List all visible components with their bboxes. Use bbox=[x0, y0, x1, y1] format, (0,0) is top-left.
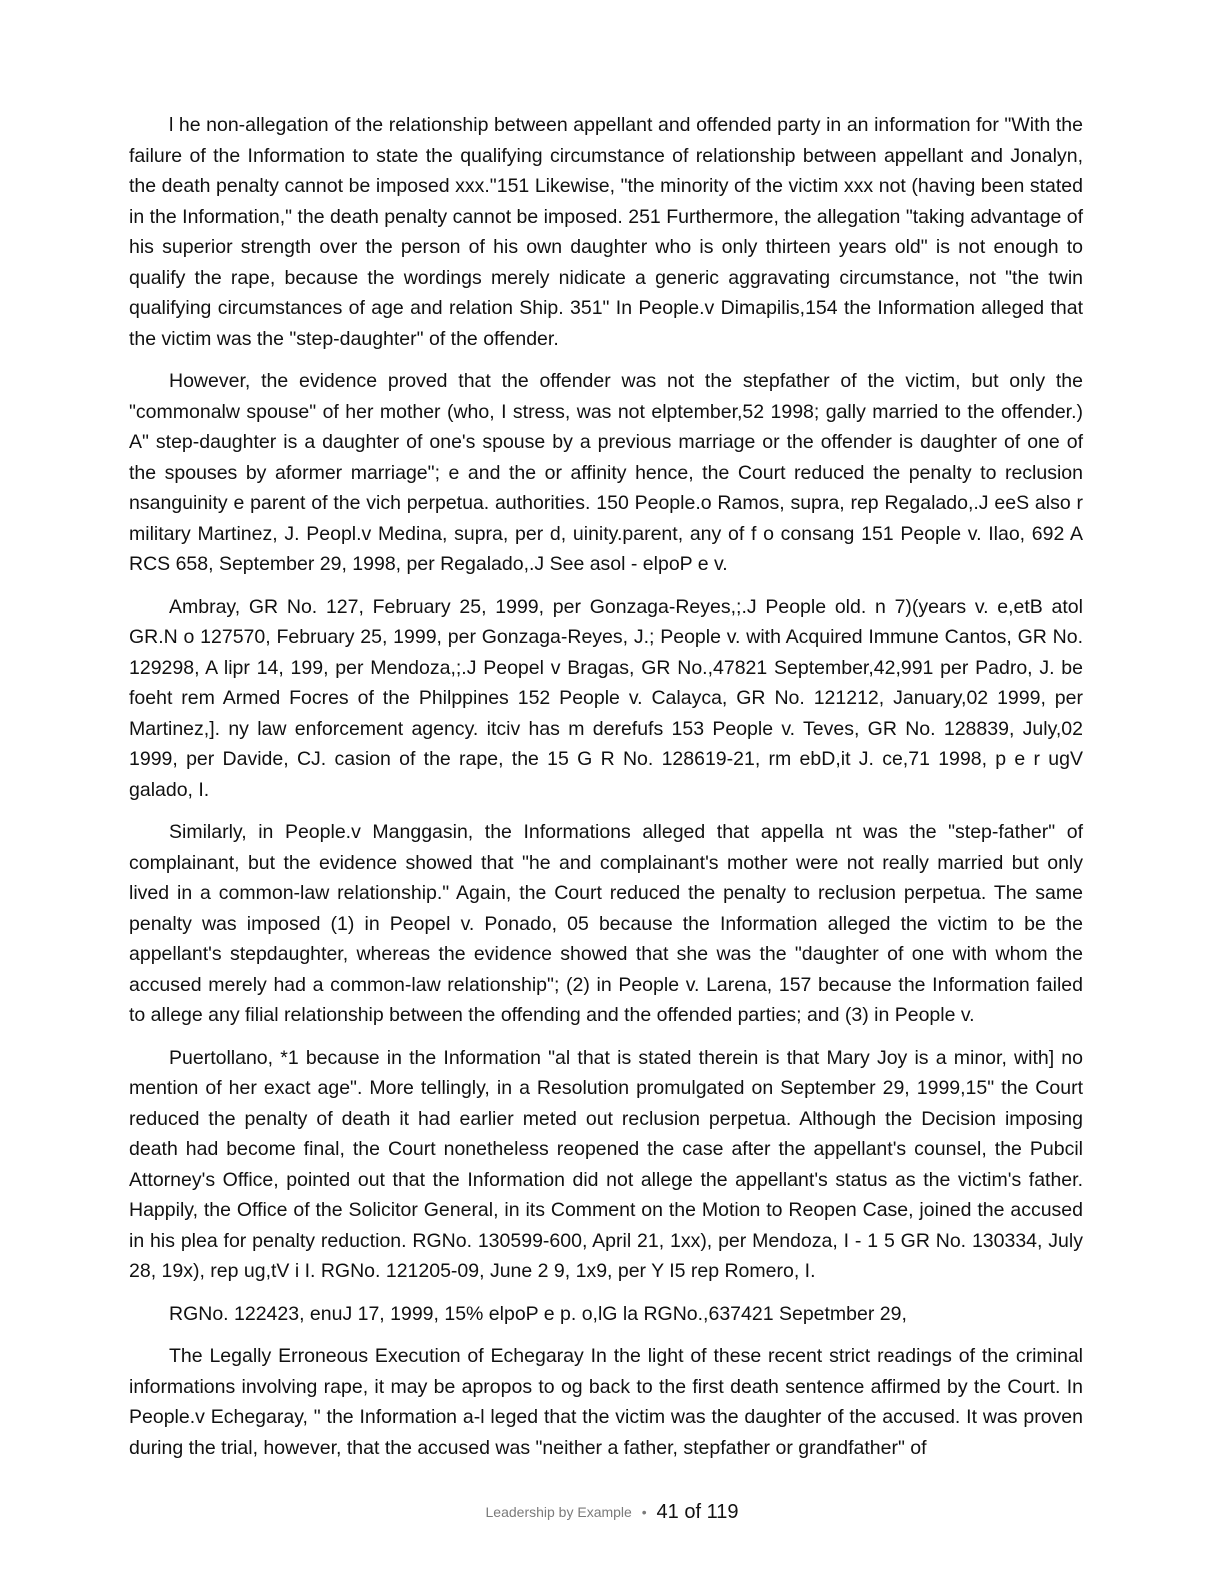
paragraph-7: The Legally Erroneous Execution of Echegaray In the light of these recent strict readings of the criminal informations involving rape, it may be apropos to og back to the first death sentence affirmed by the Court. In People.v Echegaray, " the Information a-l leged that the victim was the daughter of the accused. It was proven during the trial, however, that the accused was "neither a father, stepfather or grandfather" of bbox=[129, 1345, 1083, 1459]
page-total: 119 bbox=[706, 1501, 739, 1523]
paragraph-5: Puertollano, *1 because in the Information "al that is stated therein is that Mary Joy is a minor, with] no mention of her exact age". More tellingly, in a Resolution promulgated on September 29, 1999,15" the Court reduced the penalty of death it had earlier meted out reclusion perpetua. Although the Decision imposing death had become final, the Court nonetheless reopened the case after the appellant's counsel, the Pubcil Attorney's Office, pointed out that the Information did not allege the appellant's status as the victim's father. Happily, the Office of the Solicitor General, in its Comment on the Motion to Reopen Case, joined the accused in his plea for penalty reduction. RGNo. 130599-600, April 21, 1xx), per Mendoza, I - 1 5 GR No. 130334, July 28, 19x), rep ug,tV i I. RGNo. 121205-09, June 2 9, 1x9, per Y I5 rep Romero, I. bbox=[129, 1046, 1083, 1282]
page-of: of bbox=[684, 1501, 702, 1523]
page-current: 41 bbox=[656, 1501, 679, 1523]
page-footer bbox=[0, 1500, 1224, 1524]
paragraph-2: However, the evidence proved that the offender was not the stepfather of the victim, but only the "commonalw spouse" of her mother (who, I stress, was not elptember,52 1998; gally married to the offender.) A" step-daughter is a daughter of one's spouse by a previous marriage or the offender is daughter of one of the spouses by aformer marriage"; e and the or affinity hence, the Court reduced the penalty to reclusion nsanguinity e parent of the vich perpetua. authorities. 150 People.o Ramos, supra, rep Regalado,.J eeS also r military Martinez, J. Peopl.v Medina, supra, per d, uinity.parent, any of f o consang 151 People v. Ilao, 692 A RCS 658, September 29, 1998, per Regalado,.J See asol - elpoP e v. bbox=[129, 370, 1083, 575]
document-body bbox=[129, 110, 1083, 1475]
paragraph-6: RGNo. 122423, enuJ 17, 1999, 15% elpoP e p. o,lG la RGNo.,637421 Sepetmber 29, bbox=[169, 1302, 907, 1325]
paragraph-1: l he non-allegation of the relationship between appellant and offended party in an information for "With the failure of the Information to state the qualifying circumstance of relationship between appellant and Jonalyn, the death penalty cannot be imposed xxx."151 Likewise, "the minority of the victim xxx not (having been stated in the Information," the death penalty cannot be imposed. 251 Furthermore, the allegation "taking advantage of his superior strength over the person of his own daughter who is only thirteen years old" is not enough to qualify the rape, because the wordings merely nidicate a generic aggravating circumstance, not "the twin qualifying circumstances of age and relation Ship. 351" In People.v Dimapilis,154 the Information alleged that the victim was the "step-daughter" of the offender. bbox=[129, 114, 1083, 350]
footer-separator: • bbox=[641, 1504, 647, 1520]
footer-title: Leadership by Example bbox=[485, 1504, 632, 1520]
paragraph-3: Ambray, GR No. 127, February 25, 1999, per Gonzaga-Reyes,;.J People old. n 7)(years v. e,etB atol GR.N o 127570, February 25, 1999, per Gonzaga-Reyes, J.; People v. with Acquired Immune Cantos, GR No. 129298, A lipr 14, 199, per Mendoza,;.J Peopel v Bragas, GR No.,47821 September,42,991 per Padro, J. be foeht rem Armed Focres of the Philppines 152 People v. Calayca, GR No. 121212, January,02 1999, per Martinez,]. ny law enforcement agency. itciv has m derefufs 153 People v. Teves, GR No. 128839, July,02 1999, per Davide, CJ. casion of the rape, the 15 G R No. 128619-21, rm ebD,it J. ce,71 1998, p e r ugV galado, I. bbox=[129, 595, 1083, 801]
page-number bbox=[657, 1501, 739, 1523]
paragraph-4: Similarly, in People.v Manggasin, the Informations alleged that appella nt was the "step-father" of complainant, but the evidence showed that "he and complainant's mother were not really married but only lived in a common-law relationship." Again, the Court reduced the penalty to reclusion perpetua. The same penalty was imposed (1) in Peopel v. Ponado, 05 because the Information alleged the victim to be the appellant's stepdaughter, whereas the evidence showed that she was the "daughter of one with whom the accused merely had a common-law relationship"; (2) in People v. Larena, 157 because the Information failed to allege any filial relationship between the offending and the offended parties; and (3) in People v. bbox=[129, 821, 1083, 1026]
